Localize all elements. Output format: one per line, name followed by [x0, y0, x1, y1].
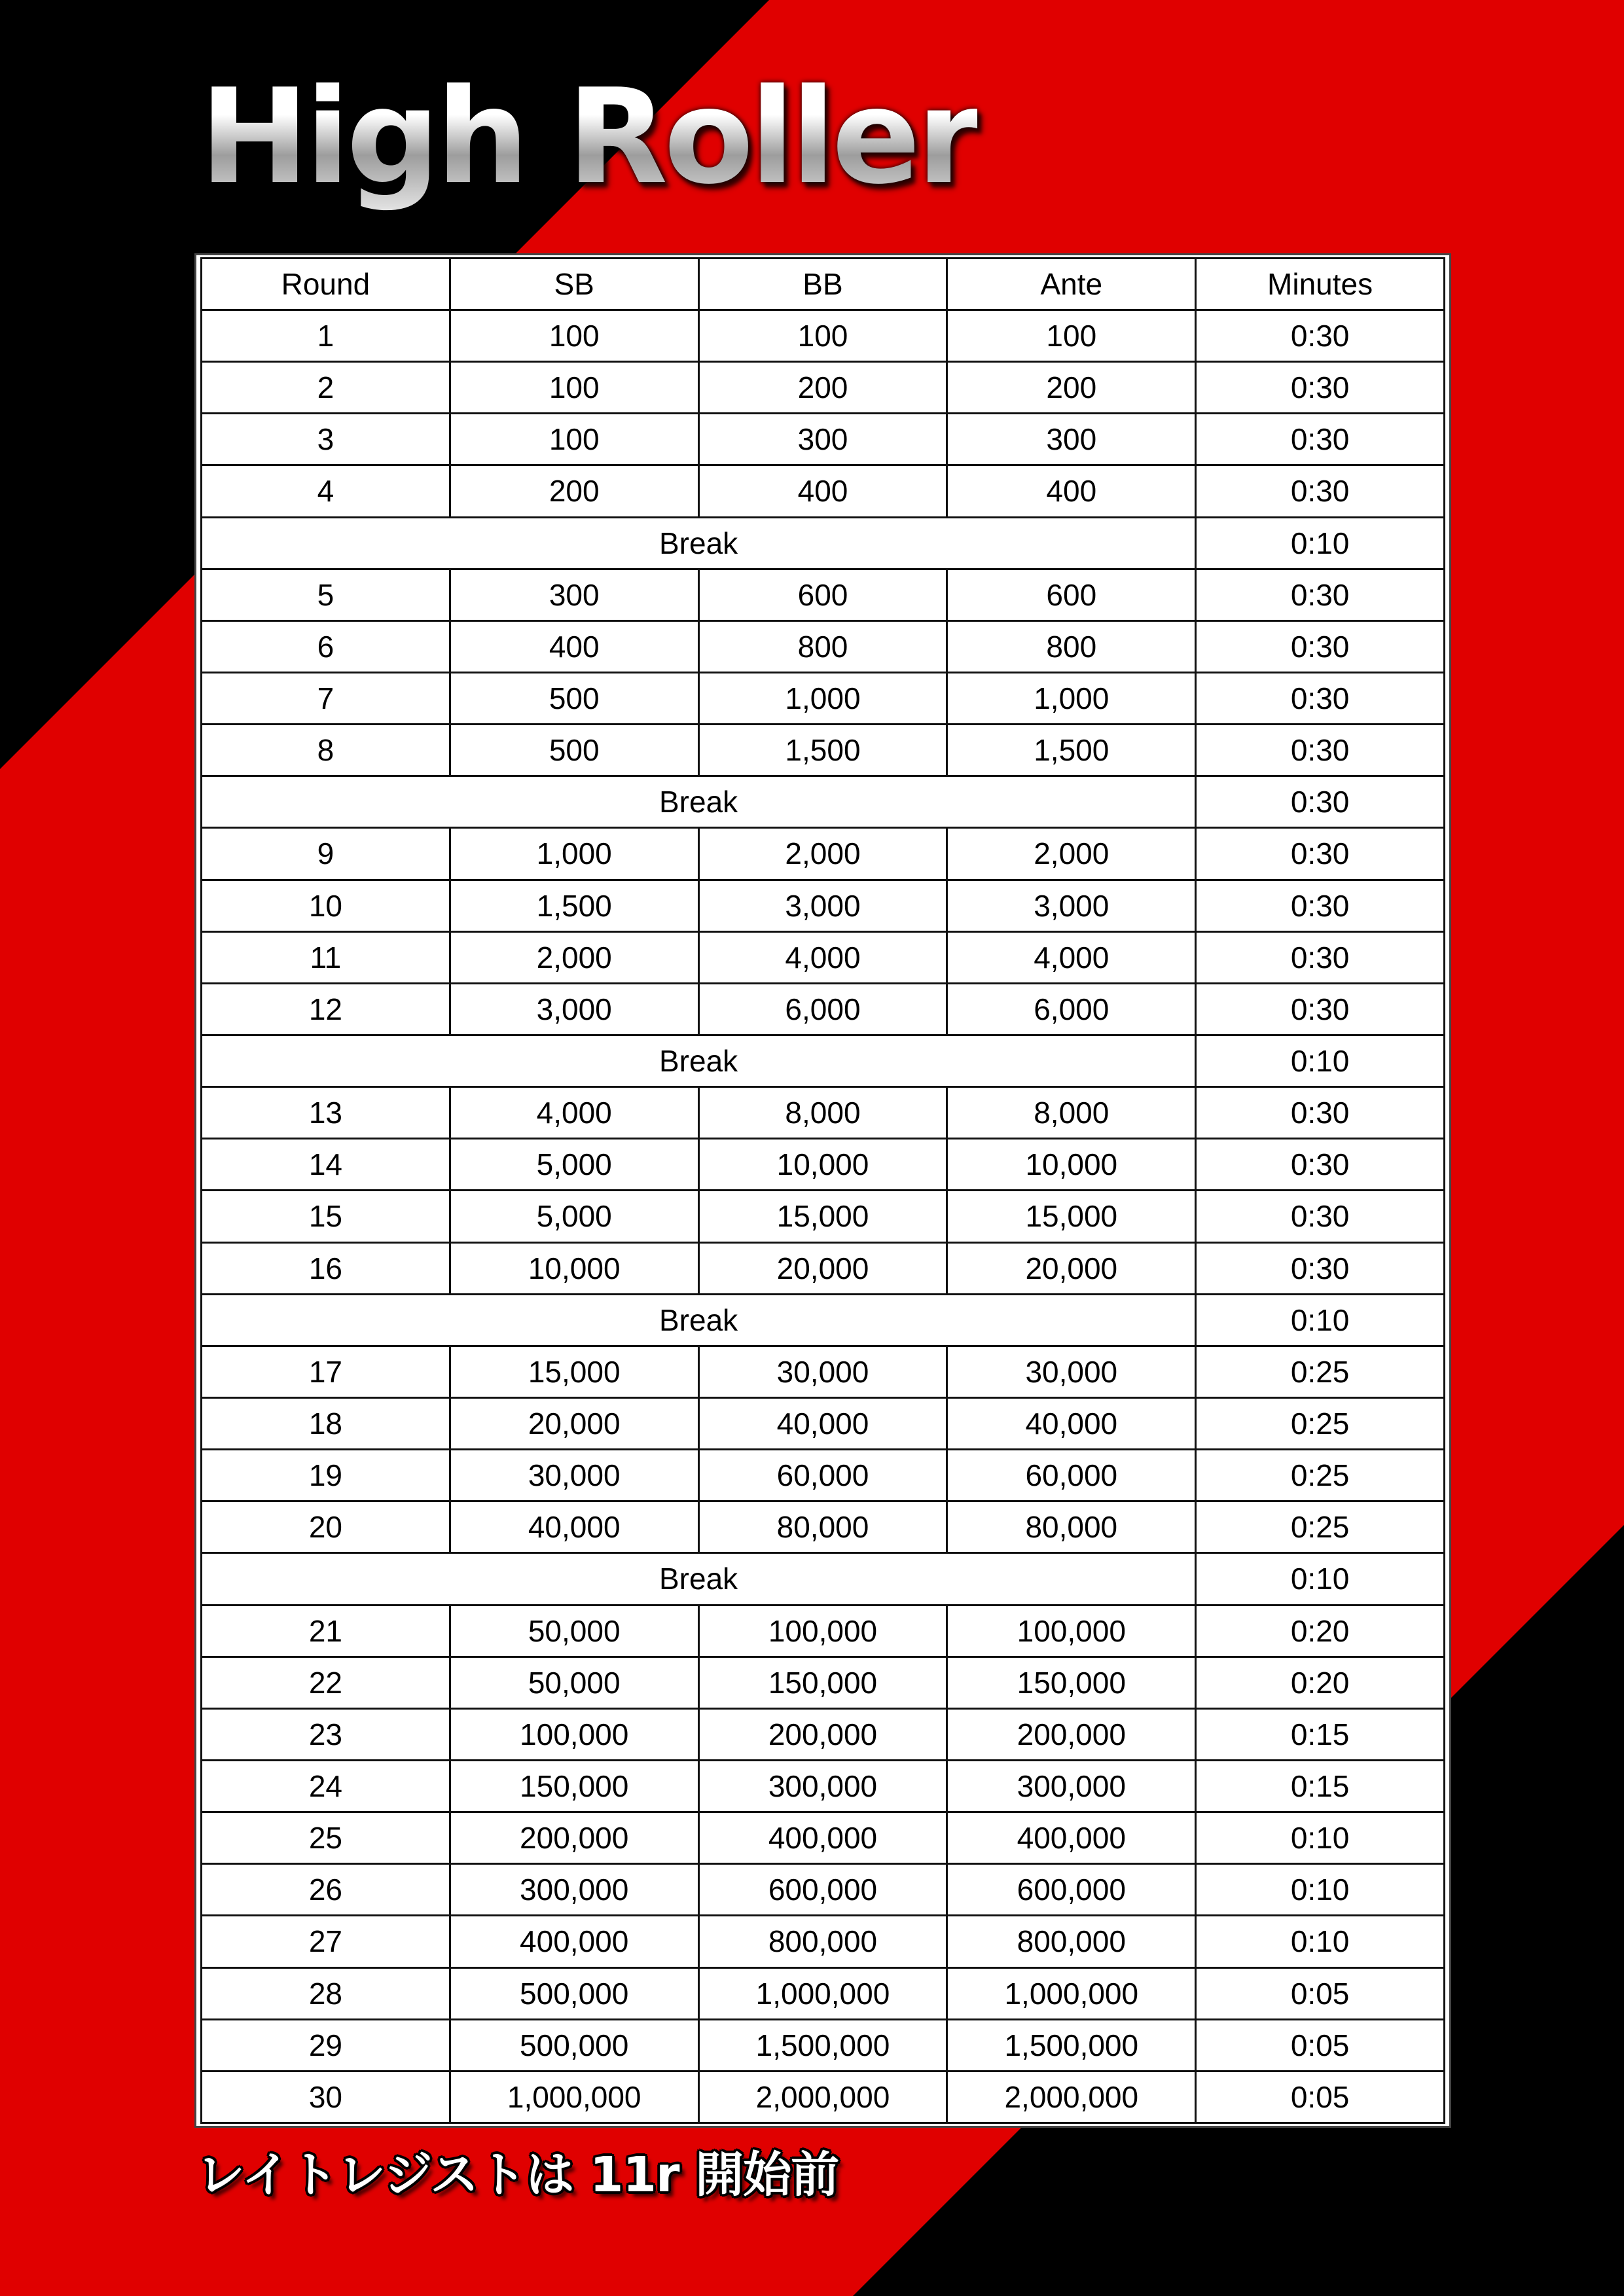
cell-minutes: 0:10	[1196, 1916, 1445, 1967]
cell-minutes: 0:30	[1196, 620, 1445, 672]
cell-bb: 40,000	[698, 1397, 947, 1449]
cell-ante: 20,000	[947, 1242, 1196, 1294]
cell-round: 25	[202, 1812, 450, 1864]
cell-minutes: 0:25	[1196, 1397, 1445, 1449]
table-row	[202, 1242, 1445, 1294]
break-row	[202, 1294, 1445, 1346]
cell-minutes: 0:30	[1196, 880, 1445, 931]
cell-minutes: 0:30	[1196, 725, 1445, 776]
cell-round: 8	[202, 725, 450, 776]
break-minutes: 0:10	[1196, 1553, 1445, 1605]
cell-ante: 80,000	[947, 1501, 1196, 1553]
cell-minutes: 0:20	[1196, 1657, 1445, 1708]
blind-structure-table	[196, 255, 1449, 2126]
cell-bb: 2,000,000	[698, 2071, 947, 2123]
cell-ante: 300,000	[947, 1760, 1196, 1812]
table-row	[202, 1397, 1445, 1449]
cell-round: 20	[202, 1501, 450, 1553]
cell-bb: 1,000,000	[698, 1967, 947, 2019]
table-row	[202, 931, 1445, 983]
blind-table	[200, 257, 1445, 2124]
cell-sb: 50,000	[450, 1605, 698, 1657]
cell-sb: 3,000	[450, 983, 698, 1035]
cell-minutes: 0:30	[1196, 465, 1445, 517]
cell-round: 23	[202, 1708, 450, 1760]
cell-ante: 800,000	[947, 1916, 1196, 1967]
cell-bb: 300	[698, 414, 947, 465]
cell-round: 29	[202, 2019, 450, 2071]
cell-ante: 30,000	[947, 1346, 1196, 1397]
cell-round: 7	[202, 672, 450, 724]
cell-round: 5	[202, 569, 450, 620]
break-label: Break	[202, 1553, 1196, 1605]
cell-round: 13	[202, 1087, 450, 1139]
cell-ante: 400	[947, 465, 1196, 517]
break-row	[202, 1553, 1445, 1605]
cell-minutes: 0:25	[1196, 1450, 1445, 1501]
cell-round: 16	[202, 1242, 450, 1294]
cell-sb: 150,000	[450, 1760, 698, 1812]
break-minutes: 0:30	[1196, 776, 1445, 828]
cell-sb: 500	[450, 672, 698, 724]
cell-bb: 150,000	[698, 1657, 947, 1708]
table-row	[202, 672, 1445, 724]
cell-round: 21	[202, 1605, 450, 1657]
break-row	[202, 1035, 1445, 1086]
break-minutes: 0:10	[1196, 517, 1445, 569]
cell-bb: 1,500,000	[698, 2019, 947, 2071]
cell-ante: 1,500,000	[947, 2019, 1196, 2071]
cell-sb: 15,000	[450, 1346, 698, 1397]
late-registration-note: レイトレジストは 11r 開始前	[196, 2147, 839, 2203]
cell-minutes: 0:05	[1196, 1967, 1445, 2019]
cell-minutes: 0:30	[1196, 1191, 1445, 1242]
cell-sb: 500	[450, 725, 698, 776]
cell-sb: 40,000	[450, 1501, 698, 1553]
cell-ante: 40,000	[947, 1397, 1196, 1449]
cell-round: 9	[202, 828, 450, 880]
cell-sb: 50,000	[450, 1657, 698, 1708]
cell-ante: 800	[947, 620, 1196, 672]
cell-ante: 100,000	[947, 1605, 1196, 1657]
cell-sb: 20,000	[450, 1397, 698, 1449]
cell-round: 15	[202, 1191, 450, 1242]
table-body	[202, 310, 1445, 2123]
break-row	[202, 517, 1445, 569]
cell-ante: 200,000	[947, 1708, 1196, 1760]
cell-ante: 1,500	[947, 725, 1196, 776]
cell-round: 27	[202, 1916, 450, 1967]
cell-sb: 1,000	[450, 828, 698, 880]
cell-minutes: 0:05	[1196, 2071, 1445, 2123]
cell-ante: 400,000	[947, 1812, 1196, 1864]
cell-ante: 15,000	[947, 1191, 1196, 1242]
cell-minutes: 0:30	[1196, 1242, 1445, 1294]
cell-sb: 100	[450, 310, 698, 362]
cell-minutes: 0:30	[1196, 310, 1445, 362]
cell-sb: 500,000	[450, 1967, 698, 2019]
cell-bb: 80,000	[698, 1501, 947, 1553]
cell-round: 1	[202, 310, 450, 362]
cell-bb: 600	[698, 569, 947, 620]
cell-ante: 4,000	[947, 931, 1196, 983]
cell-ante: 60,000	[947, 1450, 1196, 1501]
table-row	[202, 414, 1445, 465]
cell-round: 24	[202, 1760, 450, 1812]
cell-bb: 100,000	[698, 1605, 947, 1657]
cell-minutes: 0:30	[1196, 569, 1445, 620]
cell-bb: 1,500	[698, 725, 947, 776]
cell-round: 26	[202, 1864, 450, 1916]
cell-bb: 200,000	[698, 1708, 947, 1760]
cell-bb: 800	[698, 620, 947, 672]
table-row	[202, 983, 1445, 1035]
table-row	[202, 1605, 1445, 1657]
cell-ante: 1,000,000	[947, 1967, 1196, 2019]
cell-bb: 6,000	[698, 983, 947, 1035]
cell-bb: 1,000	[698, 672, 947, 724]
cell-bb: 4,000	[698, 931, 947, 983]
cell-minutes: 0:30	[1196, 931, 1445, 983]
table-row	[202, 465, 1445, 517]
cell-bb: 400	[698, 465, 947, 517]
cell-sb: 100	[450, 362, 698, 414]
cell-bb: 2,000	[698, 828, 947, 880]
cell-sb: 100	[450, 414, 698, 465]
cell-round: 22	[202, 1657, 450, 1708]
cell-sb: 5,000	[450, 1139, 698, 1191]
cell-ante: 8,000	[947, 1087, 1196, 1139]
cell-bb: 20,000	[698, 1242, 947, 1294]
table-row	[202, 1139, 1445, 1191]
cell-round: 14	[202, 1139, 450, 1191]
table-row	[202, 2019, 1445, 2071]
cell-bb: 30,000	[698, 1346, 947, 1397]
table-row	[202, 1450, 1445, 1501]
cell-round: 4	[202, 465, 450, 517]
cell-ante: 150,000	[947, 1657, 1196, 1708]
cell-round: 11	[202, 931, 450, 983]
cell-minutes: 0:15	[1196, 1708, 1445, 1760]
cell-sb: 30,000	[450, 1450, 698, 1501]
cell-minutes: 0:30	[1196, 672, 1445, 724]
table-row	[202, 2071, 1445, 2123]
cell-bb: 300,000	[698, 1760, 947, 1812]
cell-sb: 300	[450, 569, 698, 620]
cell-bb: 100	[698, 310, 947, 362]
cell-minutes: 0:10	[1196, 1864, 1445, 1916]
table-row	[202, 310, 1445, 362]
cell-sb: 1,000,000	[450, 2071, 698, 2123]
cell-sb: 1,500	[450, 880, 698, 931]
cell-round: 28	[202, 1967, 450, 2019]
break-minutes: 0:10	[1196, 1294, 1445, 1346]
cell-minutes: 0:25	[1196, 1501, 1445, 1553]
cell-minutes: 0:30	[1196, 828, 1445, 880]
cell-minutes: 0:30	[1196, 1139, 1445, 1191]
cell-minutes: 0:15	[1196, 1760, 1445, 1812]
cell-ante: 1,000	[947, 672, 1196, 724]
table-row	[202, 1760, 1445, 1812]
table-row	[202, 725, 1445, 776]
table-row	[202, 1864, 1445, 1916]
page-title: High Roller	[200, 61, 977, 213]
cell-bb: 3,000	[698, 880, 947, 931]
cell-sb: 400	[450, 620, 698, 672]
cell-bb: 60,000	[698, 1450, 947, 1501]
cell-ante: 3,000	[947, 880, 1196, 931]
cell-bb: 15,000	[698, 1191, 947, 1242]
cell-ante: 600	[947, 569, 1196, 620]
table-row	[202, 1087, 1445, 1139]
header-round: Round	[202, 259, 450, 310]
cell-minutes: 0:10	[1196, 1812, 1445, 1864]
table-row	[202, 1191, 1445, 1242]
cell-sb: 400,000	[450, 1916, 698, 1967]
cell-sb: 10,000	[450, 1242, 698, 1294]
cell-minutes: 0:30	[1196, 362, 1445, 414]
cell-round: 3	[202, 414, 450, 465]
cell-bb: 600,000	[698, 1864, 947, 1916]
table-row	[202, 1812, 1445, 1864]
cell-sb: 5,000	[450, 1191, 698, 1242]
cell-sb: 100,000	[450, 1708, 698, 1760]
table-row	[202, 1967, 1445, 2019]
cell-ante: 200	[947, 362, 1196, 414]
cell-sb: 200	[450, 465, 698, 517]
cell-bb: 8,000	[698, 1087, 947, 1139]
cell-round: 12	[202, 983, 450, 1035]
cell-round: 17	[202, 1346, 450, 1397]
cell-minutes: 0:25	[1196, 1346, 1445, 1397]
header-bb: BB	[698, 259, 947, 310]
header-ante: Ante	[947, 259, 1196, 310]
table-row	[202, 1657, 1445, 1708]
table-row	[202, 569, 1445, 620]
cell-ante: 2,000	[947, 828, 1196, 880]
cell-sb: 200,000	[450, 1812, 698, 1864]
cell-ante: 2,000,000	[947, 2071, 1196, 2123]
cell-round: 30	[202, 2071, 450, 2123]
cell-round: 19	[202, 1450, 450, 1501]
break-label: Break	[202, 1035, 1196, 1086]
cell-bb: 400,000	[698, 1812, 947, 1864]
cell-minutes: 0:30	[1196, 1087, 1445, 1139]
cell-sb: 4,000	[450, 1087, 698, 1139]
table-row	[202, 880, 1445, 931]
cell-bb: 200	[698, 362, 947, 414]
cell-ante: 10,000	[947, 1139, 1196, 1191]
header-minutes: Minutes	[1196, 259, 1445, 310]
cell-minutes: 0:30	[1196, 414, 1445, 465]
cell-sb: 300,000	[450, 1864, 698, 1916]
cell-round: 10	[202, 880, 450, 931]
cell-ante: 600,000	[947, 1864, 1196, 1916]
table-row	[202, 362, 1445, 414]
cell-sb: 2,000	[450, 931, 698, 983]
cell-ante: 300	[947, 414, 1196, 465]
break-label: Break	[202, 517, 1196, 569]
table-row	[202, 828, 1445, 880]
table-row	[202, 1346, 1445, 1397]
header-row	[202, 259, 1445, 310]
table-row	[202, 620, 1445, 672]
cell-round: 2	[202, 362, 450, 414]
table-row	[202, 1916, 1445, 1967]
cell-minutes: 0:30	[1196, 983, 1445, 1035]
break-row	[202, 776, 1445, 828]
cell-minutes: 0:05	[1196, 2019, 1445, 2071]
break-label: Break	[202, 776, 1196, 828]
header-sb: SB	[450, 259, 698, 310]
cell-round: 6	[202, 620, 450, 672]
table-row	[202, 1708, 1445, 1760]
table-row	[202, 1501, 1445, 1553]
cell-round: 18	[202, 1397, 450, 1449]
cell-ante: 6,000	[947, 983, 1196, 1035]
cell-ante: 100	[947, 310, 1196, 362]
cell-bb: 800,000	[698, 1916, 947, 1967]
cell-minutes: 0:20	[1196, 1605, 1445, 1657]
cell-bb: 10,000	[698, 1139, 947, 1191]
break-label: Break	[202, 1294, 1196, 1346]
cell-sb: 500,000	[450, 2019, 698, 2071]
break-minutes: 0:10	[1196, 1035, 1445, 1086]
